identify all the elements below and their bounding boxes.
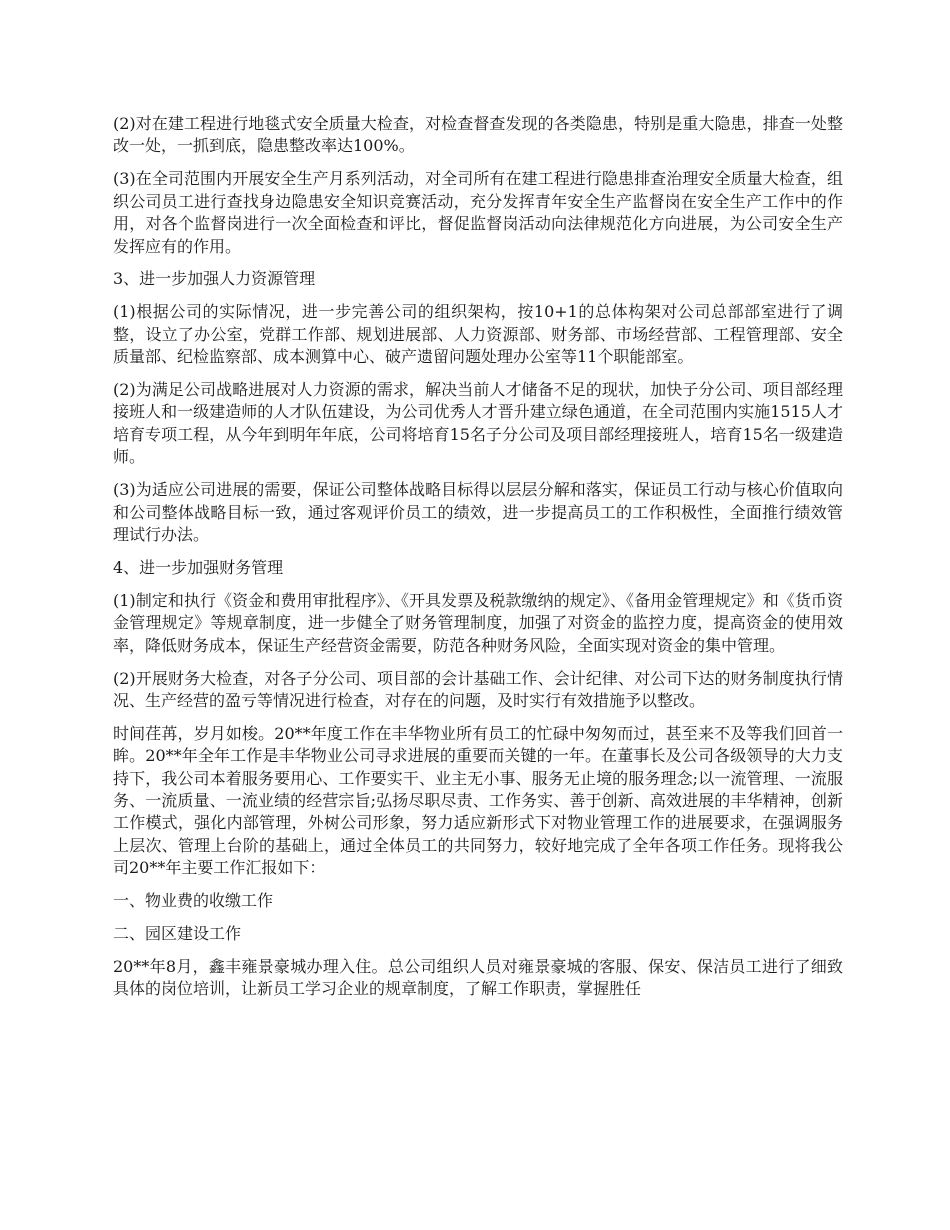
heading-hr-management: 3、进一步加强人力资源管理 [113, 269, 316, 289]
document-page [113, 113, 843, 1011]
heading-park-construction: 二、园区建设工作 [113, 924, 242, 944]
paragraph-performance: (3)为适应公司进展的需要，保证公司整体战略目标得以层层分解和落实，保证员工行动与核心价值取向和公司整体战略目标一致，通过客观评价员工的绩效，进一步提高员工的工作积极性，全面推行绩效管理试行办法。 [113, 480, 843, 544]
paragraph-annual-summary: 时间荏苒，岁月如梭。20**年度工作在丰华物业所有员工的忙碌中匆匆而过，甚至来不及等我们回首一眸。20**年全年工作是丰华物业公司寻求进展的重要而关键的一年。在董事长及公司各级领导的大力支持下，我公司本着服务要用心、工作要实干、业主无小事、服务无止境的服务理念;以一流管理、一流服务、一流质量、一流业绩的经营宗旨;弘扬尽职尽责、工作务实、善于创新、高效进展的丰华精神，创新工作模式，强化内部管理，外树公司形象，努力适应新形式下对物业管理工作的进展要求，在强调服务上层次、管理上台阶的基础上，通过全体员工的共同努力，较好地完成了全年各项工作任务。现将我公司20**年主要工作汇报如下： [113, 723, 843, 878]
paragraph-finance-rules: (1)制定和执行《资金和费用审批程序》、《开具发票及税款缴纳的规定》、《备用金管理规定》和《货币资金管理规定》等规章制度，进一步健全了财务管理制度，加强了对资金的监控力度，提高资金的使用效率，降低财务成本，保证生产经营资金需要，防范各种财务风险，全面实现对资金的集中管理。 [113, 590, 843, 655]
heading-fee-collection: 一、物业费的收缴工作 [113, 891, 274, 911]
paragraph-safety-month: (3)在全司范围内开展安全生产月系列活动，对全司所有在建工程进行隐患排查治理安全质量大检查，组织公司员工进行查找身边隐患安全知识竞赛活动，充分发挥青年安全生产监督岗在安全生产工作中的作用，对各个监督岗进行一次全面检查和评比，督促监督岗活动向法律规范化方向进展，为公司安全生产发挥应有的作用。 [113, 169, 843, 256]
paragraph-talent-program: (2)为满足公司战略进展对人力资源的需求，解决当前人才储备不足的现状，加快子分公司、项目部经理接班人和一级建造师的人才队伍建设，为公司优秀人才晋升建立绿色通道，在全司范围内实施1515人才培育专项工程，从今年到明年年底，公司将培育15名子分公司及项目部经理接班人，培育15名一级建造师。 [113, 380, 843, 467]
paragraph-safety-inspection: (2)对在建工程进行地毯式安全质量大检查，对检查督查发现的各类隐患，特别是重大隐患，排查一处整改一处，一抓到底，隐患整改率达100%。 [113, 114, 843, 156]
paragraph-org-structure: (1)根据公司的实际情况，进一步完善公司的组织架构，按10+1的总体构架对公司总部部室进行了调整，设立了办公室，党群工作部、规划进展部、人力资源部、财务部、市场经营部、工程管理部、安全质量部、纪检监察部、成本测算中心、破产遗留问题处理办公室等11个职能部室。 [113, 302, 843, 367]
heading-finance-management: 4、进一步加强财务管理 [113, 557, 284, 577]
paragraph-finance-inspection: (2)开展财务大检查，对各子分公司、项目部的会计基础工作、会计纪律、对公司下达的财务制度执行情况、生产经营的盈亏等情况进行检查，对存在的问题，及时实行有效措施予以整改。 [113, 668, 843, 710]
paragraph-move-in: 20**年8月，鑫丰雍景豪城办理入住。总公司组织人员对雍景豪城的客服、保安、保洁员工进行了细致具体的岗位培训，让新员工学习企业的规章制度，了解工作职责，掌握胜任 [113, 957, 843, 999]
